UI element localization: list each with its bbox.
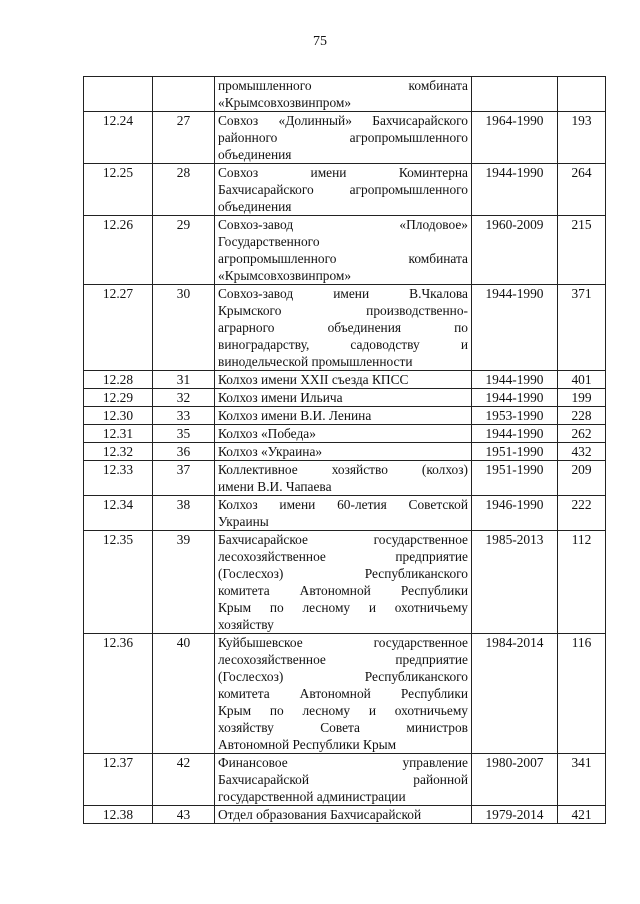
- fund-name-line: агропромышленного комбината: [218, 251, 468, 266]
- row-number-cell: 12.24: [84, 112, 153, 164]
- years-cell: 1980-2007: [472, 754, 558, 806]
- count-cell: 264: [558, 164, 606, 216]
- years-cell: [472, 77, 558, 112]
- inventory-number-cell: 37: [153, 461, 215, 496]
- row-number-cell: 12.32: [84, 443, 153, 461]
- years-cell: 1944-1990: [472, 425, 558, 443]
- fund-name-cell: [215, 806, 472, 824]
- count-cell: 193: [558, 112, 606, 164]
- fund-name-line: Колхоз имени 60-летия Советской: [218, 497, 468, 512]
- years-cell: 1984-2014: [472, 634, 558, 754]
- table-row: [84, 389, 606, 407]
- count-cell: 262: [558, 425, 606, 443]
- row-number-cell: 12.26: [84, 216, 153, 285]
- inventory-number-cell: 38: [153, 496, 215, 531]
- count-cell: 116: [558, 634, 606, 754]
- fund-name-line: Финансовое управление: [218, 755, 468, 770]
- table-row: [84, 806, 606, 824]
- fund-name-line: Совхоз-завод «Плодовое»: [218, 217, 468, 232]
- fund-name-cell: [215, 112, 472, 164]
- fund-name-line: «Крымсовхозвинпром»: [218, 268, 352, 283]
- count-cell: 371: [558, 285, 606, 371]
- fund-name-cell: [215, 531, 472, 634]
- years-cell: 1985-2013: [472, 531, 558, 634]
- table-row: [84, 531, 606, 634]
- table-row: [84, 216, 606, 285]
- count-cell: 209: [558, 461, 606, 496]
- fund-name-line: объединения: [218, 147, 292, 162]
- fund-name-cell: [215, 443, 472, 461]
- years-cell: 1946-1990: [472, 496, 558, 531]
- years-cell: 1944-1990: [472, 371, 558, 389]
- page-number: 75: [313, 34, 327, 49]
- fund-name-line: (Гослесхоз) Республиканского: [218, 669, 468, 684]
- fund-name-line: Бахчисарайское государственное: [218, 532, 468, 547]
- count-cell: 421: [558, 806, 606, 824]
- row-number-cell: 12.34: [84, 496, 153, 531]
- years-cell: 1953-1990: [472, 407, 558, 425]
- inventory-number-cell: 35: [153, 425, 215, 443]
- count-cell: 112: [558, 531, 606, 634]
- row-number-cell: 12.29: [84, 389, 153, 407]
- fund-name-cell: [215, 461, 472, 496]
- fund-name-cell: [215, 754, 472, 806]
- fund-name-line: хозяйству: [218, 617, 274, 632]
- years-cell: 1944-1990: [472, 164, 558, 216]
- fund-name-cell: [215, 216, 472, 285]
- table-row: [84, 496, 606, 531]
- table-row: [84, 285, 606, 371]
- row-number-cell: 12.31: [84, 425, 153, 443]
- count-cell: 215: [558, 216, 606, 285]
- fund-name-line: комитета Автономной Республики: [218, 583, 468, 598]
- fund-name-line: Автономной Республики Крым: [218, 737, 397, 752]
- fund-name-line: Украины: [218, 514, 269, 529]
- fund-name-cell: [215, 407, 472, 425]
- row-number-cell: 12.33: [84, 461, 153, 496]
- fund-name-line: промышленного комбината: [218, 78, 468, 93]
- fund-name-cell: [215, 77, 472, 112]
- inventory-number-cell: 36: [153, 443, 215, 461]
- table-row: [84, 425, 606, 443]
- inventory-number-cell: 32: [153, 389, 215, 407]
- fund-name-cell: [215, 371, 472, 389]
- fund-name-line: «Крымсовхозвинпром»: [218, 95, 352, 110]
- fund-name-cell: [215, 164, 472, 216]
- fund-name-line: Крым по лесному и охотничьему: [218, 703, 468, 718]
- fund-name-line: Совхоз имени Коминтерна: [218, 165, 468, 180]
- inventory-number-cell: 40: [153, 634, 215, 754]
- table-row: [84, 754, 606, 806]
- fund-name-cell: [215, 389, 472, 407]
- inventory-number-cell: 29: [153, 216, 215, 285]
- fund-name-line: Бахчисарайской районной: [218, 772, 468, 787]
- fund-name-line: винодельческой промышленности: [218, 354, 413, 369]
- years-cell: 1951-1990: [472, 443, 558, 461]
- table-row: [84, 371, 606, 389]
- fund-name-cell: [215, 285, 472, 371]
- count-cell: [558, 77, 606, 112]
- fund-name-line: лесохозяйственное предприятие: [218, 652, 468, 667]
- count-cell: 432: [558, 443, 606, 461]
- count-cell: 401: [558, 371, 606, 389]
- inventory-number-cell: 28: [153, 164, 215, 216]
- count-cell: 199: [558, 389, 606, 407]
- fund-name-line: аграрного объединения по: [218, 320, 468, 335]
- fund-name-line: (Гослесхоз) Республиканского: [218, 566, 468, 581]
- fund-name-line: Бахчисарайского агропромышленного: [218, 182, 468, 197]
- fund-table: [83, 76, 606, 824]
- fund-name-line: Крымского производственно-: [218, 303, 468, 318]
- years-cell: 1960-2009: [472, 216, 558, 285]
- fund-name-line: Колхоз «Украина»: [218, 444, 323, 459]
- fund-name-cell: [215, 425, 472, 443]
- count-cell: 228: [558, 407, 606, 425]
- inventory-number-cell: 33: [153, 407, 215, 425]
- fund-name-line: государственной администрации: [218, 789, 406, 804]
- inventory-number-cell: 39: [153, 531, 215, 634]
- inventory-number-cell: 42: [153, 754, 215, 806]
- fund-name-line: объединения: [218, 199, 292, 214]
- years-cell: 1951-1990: [472, 461, 558, 496]
- years-cell: 1944-1990: [472, 285, 558, 371]
- inventory-number-cell: 30: [153, 285, 215, 371]
- fund-name-line: Колхоз имени В.И. Ленина: [218, 408, 372, 423]
- table-row: [84, 407, 606, 425]
- fund-name-cell: [215, 634, 472, 754]
- fund-name-line: комитета Автономной Республики: [218, 686, 468, 701]
- table-body: [84, 77, 606, 824]
- fund-name-line: Колхоз «Победа»: [218, 426, 316, 441]
- fund-name-line: хозяйству Совета министров: [218, 720, 468, 735]
- row-number-cell: 12.35: [84, 531, 153, 634]
- inventory-number-cell: 43: [153, 806, 215, 824]
- count-cell: 341: [558, 754, 606, 806]
- row-number-cell: 12.37: [84, 754, 153, 806]
- table-row: [84, 112, 606, 164]
- fund-name-line: Совхоз «Долинный» Бахчисарайского: [218, 113, 468, 128]
- inventory-number-cell: 27: [153, 112, 215, 164]
- fund-name-line: Государственного: [218, 234, 320, 249]
- table-row: [84, 443, 606, 461]
- years-cell: 1944-1990: [472, 389, 558, 407]
- row-number-cell: 12.36: [84, 634, 153, 754]
- table-row: [84, 634, 606, 754]
- fund-name-line: имени В.И. Чапаева: [218, 479, 332, 494]
- table-row: [84, 77, 606, 112]
- row-number-cell: 12.25: [84, 164, 153, 216]
- fund-name-line: Крым по лесному и охотничьему: [218, 600, 468, 615]
- fund-name-line: лесохозяйственное предприятие: [218, 549, 468, 564]
- fund-name-line: Колхоз имени Ильича: [218, 390, 343, 405]
- fund-name-line: виноградарству, садоводству и: [218, 337, 468, 352]
- row-number-cell: 12.27: [84, 285, 153, 371]
- count-cell: 222: [558, 496, 606, 531]
- row-number-cell: 12.30: [84, 407, 153, 425]
- row-number-cell: 12.38: [84, 806, 153, 824]
- inventory-number-cell: [153, 77, 215, 112]
- table-row: [84, 164, 606, 216]
- fund-name-line: Коллективное хозяйство (колхоз): [218, 462, 468, 477]
- row-number-cell: 12.28: [84, 371, 153, 389]
- fund-name-line: Куйбышевское государственное: [218, 635, 468, 650]
- years-cell: 1979-2014: [472, 806, 558, 824]
- fund-name-line: Совхоз-завод имени В.Чкалова: [218, 286, 468, 301]
- row-number-cell: [84, 77, 153, 112]
- table-row: [84, 461, 606, 496]
- fund-name-line: районного агропромышленного: [218, 130, 468, 145]
- inventory-number-cell: 31: [153, 371, 215, 389]
- fund-name-line: Отдел образования Бахчисарайской: [218, 807, 422, 822]
- fund-name-cell: [215, 496, 472, 531]
- fund-name-line: Колхоз имени XXII съезда КПСС: [218, 372, 409, 387]
- years-cell: 1964-1990: [472, 112, 558, 164]
